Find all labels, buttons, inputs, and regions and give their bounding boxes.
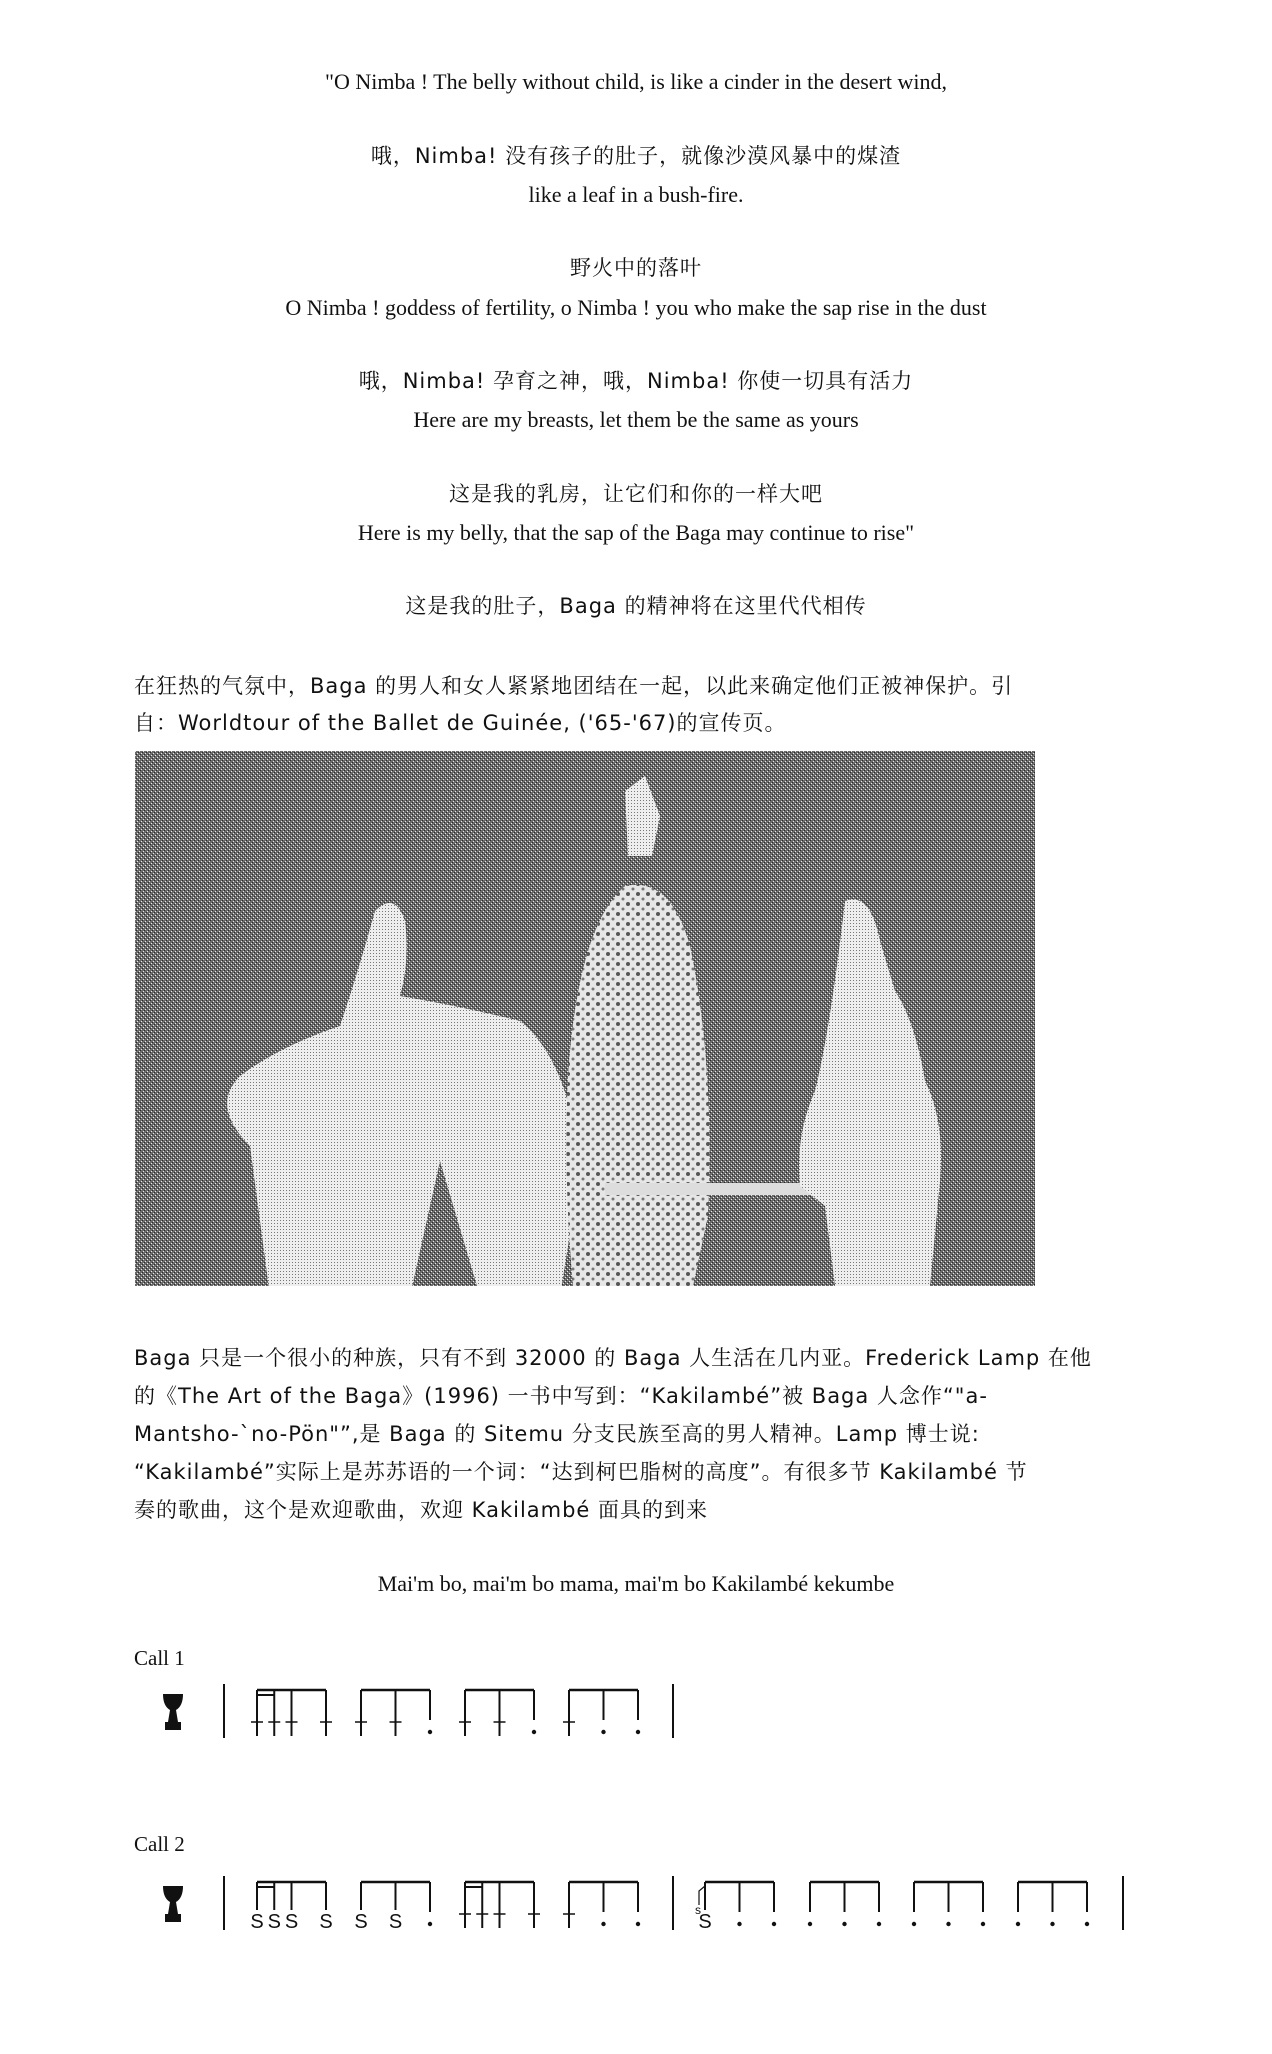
song-lyric: Mai'm bo, mai'm bo mama, mai'm bo Kakilambé kekumbe	[377, 1571, 895, 1596]
rest-dot	[981, 1922, 985, 1926]
paragraph-line: “Kakilambé”实际上是苏苏语的一个词：“达到柯巴脂树的高度”。有很多节 Kakilambé 节	[134, 1460, 1028, 1484]
rest-dot	[772, 1922, 776, 1926]
rest-dot	[601, 1922, 605, 1926]
rest-dot	[842, 1922, 846, 1926]
citation-line: 自：Worldtour of the Ballet de Guinée, ('65-'67)的宣传页。	[134, 711, 787, 735]
paragraph-line: Baga 只是一个很小的种族，只有不到 32000 的 Baga 人生活在几内亚。Frederick Lamp 在他	[134, 1346, 1092, 1370]
verse-line-english: Here is my belly, that the sap of the Baga may continue to rise"	[357, 520, 915, 545]
slap-stroke-mark: S	[698, 1911, 712, 1933]
rest-dot	[808, 1922, 812, 1926]
rest-dot	[1085, 1922, 1089, 1926]
paragraph-line: 奏的歌曲，这个是欢迎歌曲，欢迎 Kakilambé 面具的到来	[134, 1498, 709, 1522]
slap-stroke-mark: S	[284, 1911, 299, 1933]
slap-stroke-mark: S	[250, 1911, 264, 1933]
verse-line-english: "O Nimba ! The belly without child, is like a cinder in the desert wind,	[325, 69, 947, 94]
verse-line-chinese: 哦，Nimba! 孕育之神，哦，Nimba! 你使一切具有活力	[358, 369, 914, 393]
slap-stroke-mark: S	[388, 1911, 403, 1933]
rest-dot	[912, 1922, 916, 1926]
rest-dot	[877, 1922, 881, 1926]
rest-dot	[636, 1730, 640, 1734]
rest-dot	[737, 1922, 741, 1926]
verse-line-chinese: 这是我的乳房，让它们和你的一样大吧	[449, 482, 823, 506]
rest-dot	[428, 1922, 432, 1926]
slap-stroke-mark: S	[354, 1911, 368, 1933]
paragraph-line: 的《The Art of the Baga》(1996) 一书中写到：“Kakilambé”被 Baga 人念作“"a-	[134, 1384, 988, 1408]
verse-line-english: O Nimba ! goddess of fertility, o Nimba ! you who make the sap rise in the dust	[285, 295, 987, 320]
rest-dot	[1016, 1922, 1020, 1926]
rest-dot	[601, 1730, 605, 1734]
djembe-icon	[163, 1886, 183, 1922]
rest-dot	[946, 1922, 950, 1926]
verse-line-chinese: 野火中的落叶	[570, 256, 702, 280]
flam-grace-note: s	[695, 1903, 701, 1917]
call-1-label: Call 1	[134, 1646, 185, 1670]
verse-line-english: Here are my breasts, let them be the same as yours	[413, 407, 859, 432]
rest-dot	[428, 1730, 432, 1734]
paragraph-line: Mantsho-`no-Pön"”,是 Baga 的 Sitemu 分支民族至高的男人精神。Lamp 博士说:	[134, 1422, 980, 1446]
slap-stroke-mark: S	[267, 1911, 281, 1933]
verse-line-chinese: 哦，Nimba! 没有孩子的肚子，就像沙漠风暴中的煤渣	[370, 144, 902, 168]
slap-stroke-mark: S	[319, 1911, 333, 1933]
rest-dot	[636, 1922, 640, 1926]
djembe-icon	[163, 1694, 183, 1730]
verse-line-chinese: 这是我的肚子，Baga 的精神将在这里代代相传	[405, 594, 867, 618]
rest-dot	[1050, 1922, 1054, 1926]
citation-line: 在狂热的气氛中，Baga 的男人和女人紧紧地团结在一起，以此来确定他们正被神保护。引	[134, 674, 1014, 698]
call-2-label: Call 2	[134, 1832, 185, 1856]
verse-line-english: like a leaf in a bush-fire.	[528, 182, 744, 207]
rest-dot	[532, 1730, 536, 1734]
